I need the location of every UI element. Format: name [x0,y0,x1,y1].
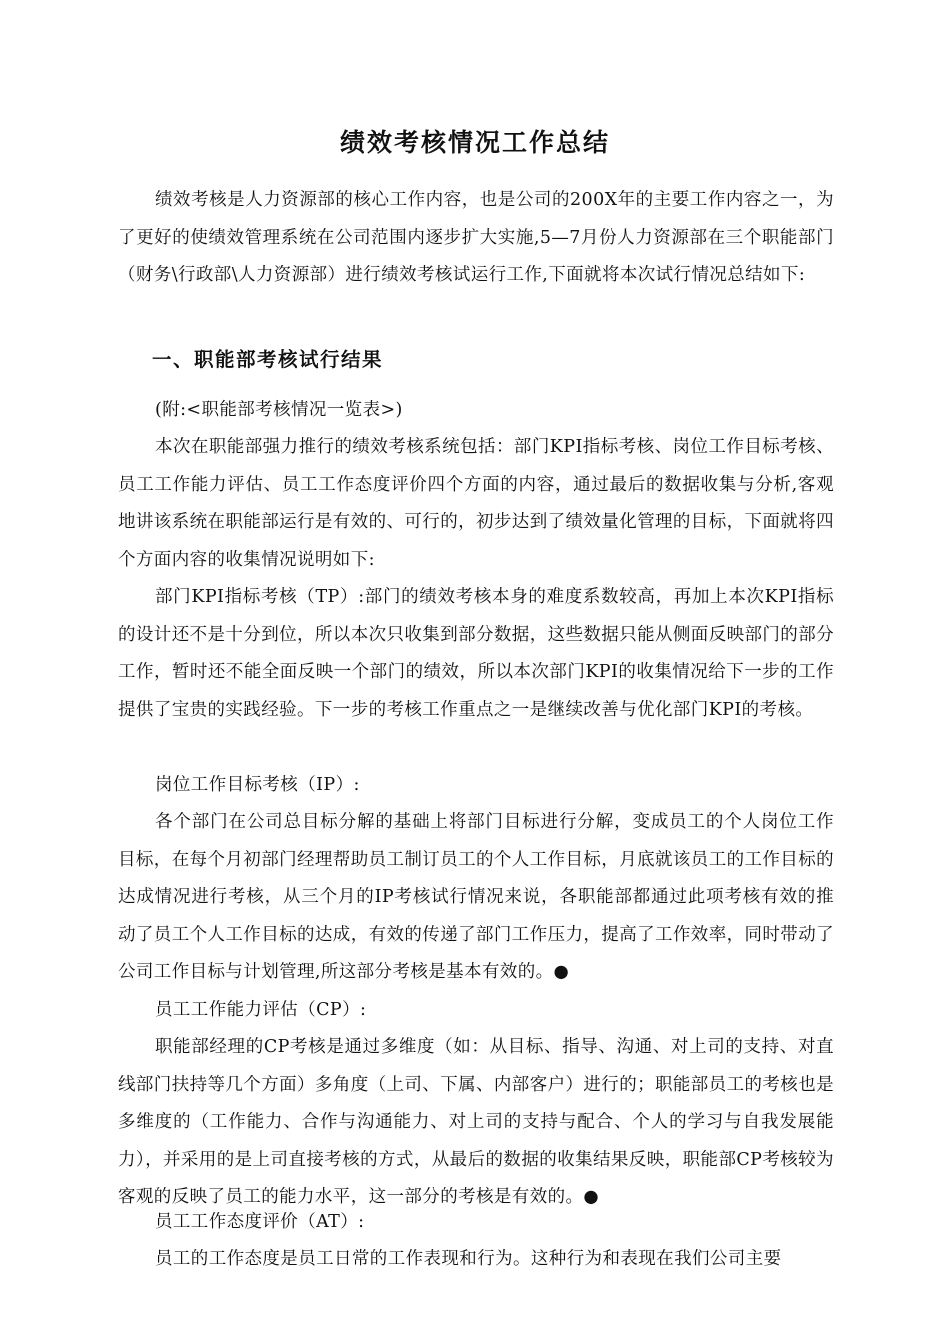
ip-paragraph: 各个部门在公司总目标分解的基础上将部门目标进行分解，变成员工的个人岗位工作目标，在每个月初部门经理帮助员工制订员工的个人工作目标，月底就该员工的工作目标的达成情况进行考核，从三个月的IP考核试行情况来说，各职能部都通过此项考核有效的推动了员工个人工作目标的达成，有效的传递了部门工作压力，提高了工作效率，同时带动了公司工作目标与计划管理,所这部分考核是基本有效的。● [118,812,834,982]
section-heading-1: 一、职能部考核试行结果 [152,348,384,371]
system-paragraph: 本次在职能部强力推行的绩效考核系统包括：部门KPI指标考核、岗位工作目标考核、员工工作能力评估、员工工作态度评价四个方面的内容，通过最后的数据收集与分析,客观地讲该系统在职能部运行是有效的、可行的，初步达到了绩效量化管理的目标，下面就将四个方面内容的收集情况说明如下: [118,437,834,570]
attachment-note: (附:<职能部考核情况一览表>) [155,400,403,420]
ip-heading: 岗位工作目标考核（IP）: [155,775,360,795]
at-paragraph: 员工的工作态度是员工日常的工作表现和行为。这种行为和表现在我们公司主要 [155,1249,782,1269]
intro-paragraph: 绩效考核是人力资源部的核心工作内容，也是公司的200X年的主要工作内容之一，为了更好的使绩效管理系统在公司范围内逐步扩大实施,5—7月份人力资源部在三个职能部门（财务\行政部\人力资源部）进行绩效考核试运行工作,下面就将本次试行情况总结如下: [118,190,834,285]
document-title: 绩效考核情况工作总结 [339,127,610,157]
tp-paragraph: 部门KPI指标考核（TP）:部门的绩效考核本身的难度系数较高，再加上本次KPI指标的设计还不是十分到位，所以本次只收集到部分数据，这些数据只能从侧面反映部门的部分工作，暂时还不能全面反映一个部门的绩效，所以本次部门KPI的收集情况给下一步的工作提供了宝贵的实践经验。下一步的考核工作重点之一是继续改善与优化部门KPI的考核。 [118,587,834,720]
at-heading: 员工工作态度评价（AT）: [155,1212,365,1232]
cp-heading: 员工工作能力评估（CP）: [155,1000,367,1020]
cp-paragraph: 职能部经理的CP考核是通过多维度（如：从目标、指导、沟通、对上司的支持、对直线部门扶持等几个方面）多角度（上司、下属、内部客户）进行的；职能部员工的考核也是多维度的（工作能力、合作与沟通能力、对上司的支持与配合、个人的学习与自我发展能力），并采用的是上司直接考核的方式，从最后的数据的收集结果反映，职能部CP考核较为客观的反映了员工的能力水平，这一部分的考核是有效的。● [118,1037,834,1207]
